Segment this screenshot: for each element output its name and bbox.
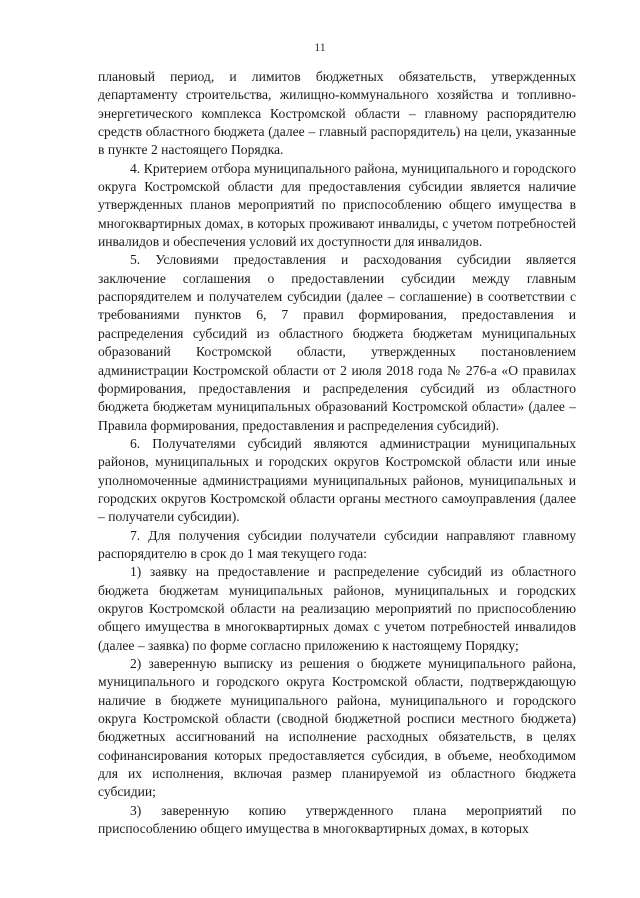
paragraph-5: 7. Для получения субсидии получатели субсидии направляют главному распорядителю в срок до 1 мая текущего года: bbox=[98, 527, 576, 561]
paragraph-8: 3) заверенную копию утвержденного плана мероприятий по приспособлению общего имущества в многоквартирных домах, в которых bbox=[98, 802, 576, 837]
paragraph-2: 4. Критерием отбора муниципального района, муниципального и городского округа Костромской области для предоставления субсидии является наличие утвержденных планов мероприятий по приспособлению общего имущества в многоквартирных домах, в которых проживают инвалиды, с учетом потребностей инвалидов и обеспечения условий их доступности для инвалидов. bbox=[98, 160, 576, 250]
page-number: 11 bbox=[314, 40, 326, 54]
paragraph-7: 2) заверенную выписку из решения о бюджете муниципального района, муниципального и городского округа Костромской области, подтверждающую наличие в бюджете муниципального района, муниципального и городского округа Костромской области (сводной бюджетной росписи местного бюджета) бюджетных ассигнований на исполнение расходных обязательств, в целях софинансирования которых предоставляется субсидия, в объеме, необходимом для их исполнения, включая размер планируемой из областного бюджета субсидии; bbox=[98, 656, 576, 800]
paragraph-6: 1) заявку на предоставление и распределение субсидий из областного бюджета бюджетам муниципальных районов, муниципальных и городских округов Костромской области на реализацию мероприятий по приспособлению общего имущества в многоквартирных домах с учетом потребностей инвалидов (далее – заявка) по форме согласно приложению к настоящему Порядку; bbox=[98, 564, 576, 653]
paragraph-4: 6. Получателями субсидий являются администрации муниципальных районов, муниципальных и городских округов Костромской области или иные уполномоченные администрациями муниципальных районов, муниципальных и городских округов Костромской области органы местного самоуправления (далее – получатели субсидии). bbox=[98, 435, 576, 525]
paragraph-1: плановый период, и лимитов бюджетных обязательств, утвержденных департаменту строительства, жилищно-коммунального хозяйства и топливно-энергетического комплекса Костромской области – главному распорядителю средств областного бюджета (далее – главный распорядитель) на цели, указанные в пункте 2 настоящего Порядка. bbox=[98, 69, 576, 158]
document-body bbox=[98, 68, 576, 838]
paragraph-3: 5. Условиями предоставления и расходования субсидии является заключение соглашения о предоставлении субсидии между главным распорядителем и получателем субсидии (далее – соглашение) в соответствии с требованиями пунктов 6, 7 правил формирования, предоставления и распределения субсидий из областного бюджета бюджетам муниципальных образований Костромской области, утвержденных постановлением администрации Костромской области от 2 июля 2018 года № 276-а «О правилах формирования, предоставления и распределения субсидий из областного бюджета бюджетам муниципальных образований Костромской области» (далее – Правила формирования, предоставления и распределения субсидий). bbox=[98, 252, 576, 433]
